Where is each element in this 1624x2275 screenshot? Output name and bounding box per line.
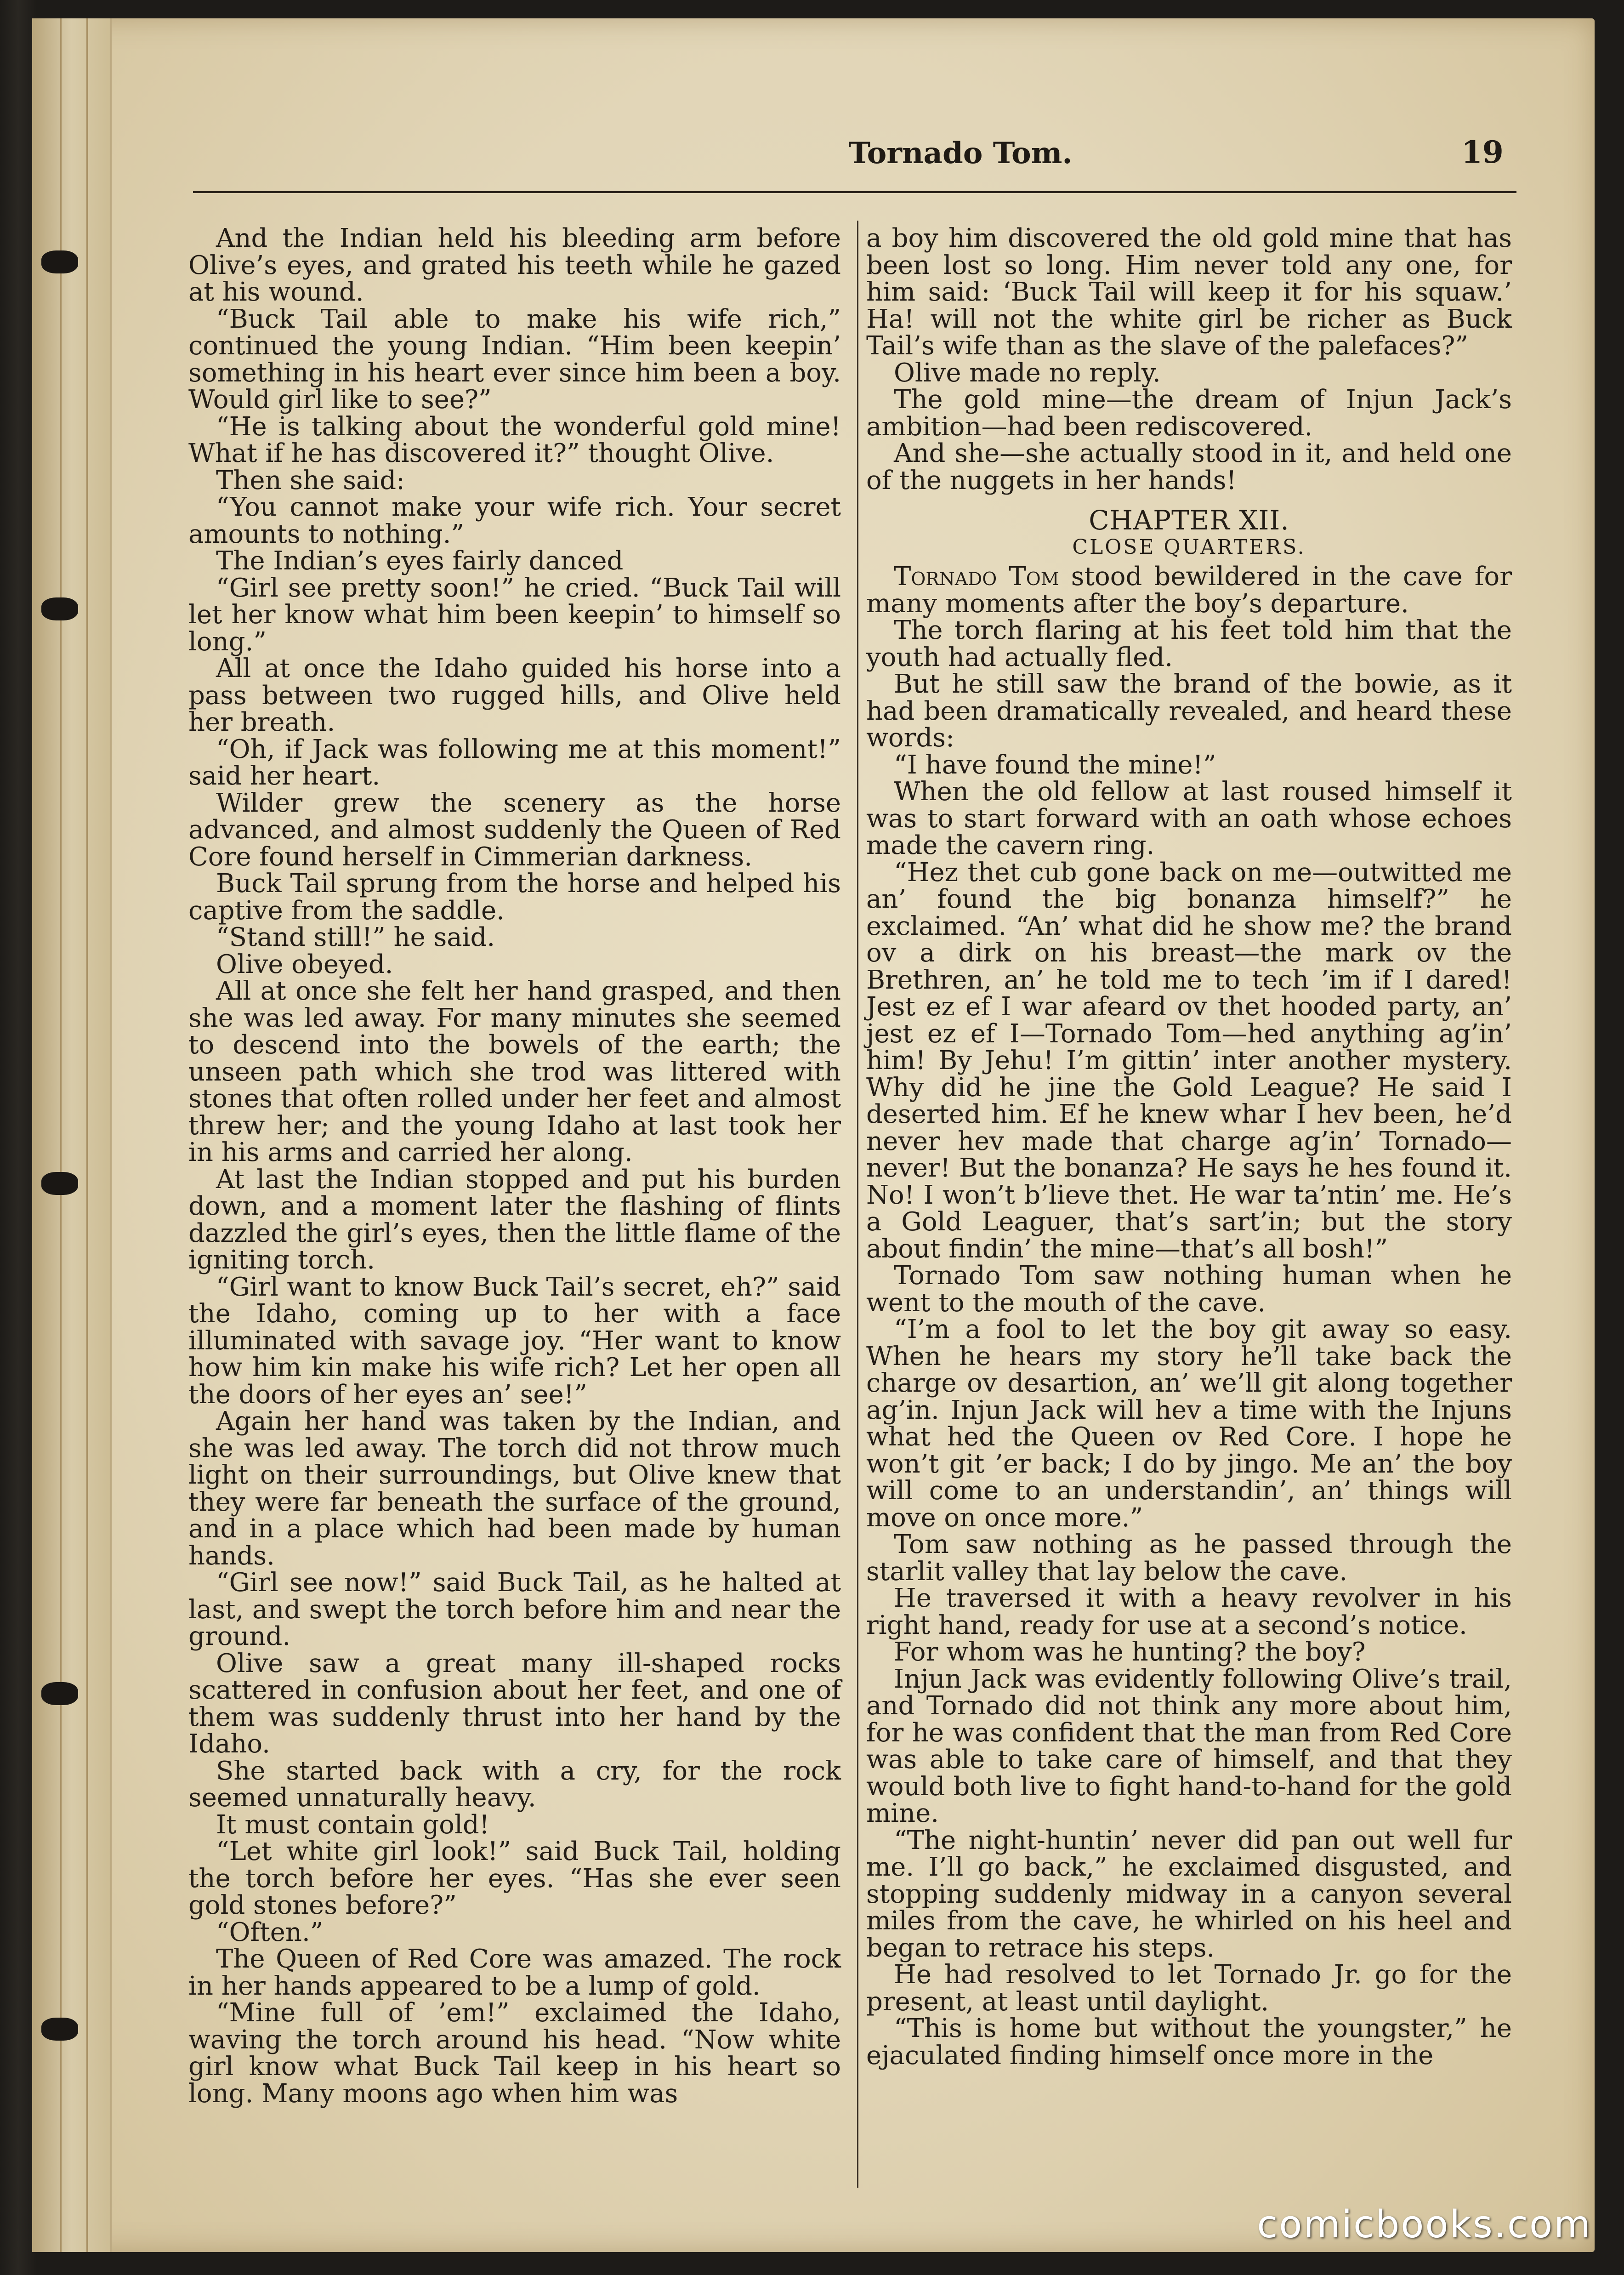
paragraph: The Queen of Red Core was amazed. The rock in her hands appeared to be a lump of gold. — [188, 1944, 841, 2001]
paragraph: “This is home but without the youngster,” he ejaculated finding himself once more in the — [866, 2013, 1512, 2070]
paragraph: The torch flaring at his feet told him that the youth had actually fled. — [866, 615, 1512, 672]
paragraph: “He is talking about the wonderful gold mine! What if he has discovered it?” thought Olive. — [188, 411, 841, 468]
paragraph: And the Indian held his bleeding arm before Olive’s eyes, and grated his teeth while he gazed at his wound. — [188, 223, 841, 307]
left-column — [188, 225, 841, 2107]
paragraph: “Stand still!” he said. — [216, 922, 495, 952]
binding-stitch-hole — [41, 2018, 78, 2041]
paragraph: Tornado Tom saw nothing human when he went to the mouth of the cave. — [866, 1261, 1512, 1318]
right-column — [866, 225, 1512, 2069]
paragraph: He traversed it with a heavy revolver in his right hand, ready for use at a second’s notice. — [866, 1583, 1512, 1640]
paragraph: Olive obeyed. — [216, 949, 393, 979]
paragraph: “Girl see pretty soon!” he cried. “Buck Tail will let her know what him been keepin’ to himself so long.” — [188, 573, 841, 657]
paragraph: Buck Tail sprung from the horse and helped his captive from the saddle. — [188, 869, 841, 926]
paragraph: “Let white girl look!” said Buck Tail, holding the torch before her eyes. “Has she ever seen gold stones before?” — [188, 1837, 841, 1920]
paragraph: Then she said: — [216, 465, 405, 495]
paragraph: “Girl want to know Buck Tail’s secret, eh?” said the Idaho, coming up to her with a face illuminated with savage joy. “Her want to know how him kin make his wife rich? Let her open all the doors of her eyes an’ see!” — [188, 1272, 841, 1410]
binding-stitch-hole — [41, 250, 78, 273]
binding-stitch-hole — [41, 597, 78, 620]
paragraph: The gold mine—the dream of Injun Jack’s ambition—had been rediscovered. — [866, 385, 1512, 442]
chapter-subtitle: CLOSE QUARTERS. — [1072, 535, 1306, 559]
chapter-opening-paragraph — [866, 563, 1512, 617]
paragraph: “Mine full of ’em!” exclaimed the Idaho, waving the torch around his head. “Now white girl know what Buck Tail keep in his heart so long. Many moons ago when him was — [188, 1998, 841, 2109]
paragraph: “I’m a fool to let the boy git away so easy. When he hears my story he’ll take back the charge ov desartion, an’ we’ll git along together ag’in. Injun Jack will hev a time with the Injuns what hed the Queen ov Red Core. I hope he won’t git ’er back; I do by jingo. Me an’ the boy will come to an understandin’, an’ things will move on once more.” — [866, 1314, 1512, 1533]
binding-stitch-hole — [41, 1172, 78, 1195]
paragraph: Injun Jack was evidently following Olive’s trail, and Tornado did not think any more about him, for he was confident that the man from Red Core was able to take care of himself, and that they would both live to fight hand-to-hand for the gold mine. — [866, 1664, 1512, 1828]
paragraph: All at once she felt her hand grasped, and then she was led away. For many minutes she seemed to descend into the bowels of the earth; the unseen path which she trod was littered with stones that often rolled under her feet and almost threw her; and the young Idaho at last took her in his arms and carried her along. — [188, 976, 841, 1167]
paragraph: “The night-huntin’ never did pan out well fur me. I’ll go back,” he exclaimed disgusted, and stopping suddenly midway in a canyon several miles from the cave, he whirled on his heel and began to retrace his steps. — [866, 1825, 1512, 1963]
running-title: Tornado Tom. — [848, 136, 1073, 171]
paragraph: Again her hand was taken by the Indian, and she was led away. The torch did not throw much light on their surroundings, but Olive knew that they were far beneath the surface of the ground, and in a place which had been made by human hands. — [188, 1406, 841, 1571]
paragraph: Olive saw a great many ill-shaped rocks scattered in confusion about her feet, and one of them was suddenly thrust into her hand by the Idaho. — [188, 1648, 841, 1759]
paragraph: “Often.” — [216, 1917, 324, 1947]
header-rule — [193, 191, 1516, 193]
paragraph: But he still saw the brand of the bowie, as it had been dramatically revealed, and heard these words: — [866, 669, 1512, 753]
paragraph: “You cannot make your wife rich. Your secret amounts to nothing.” — [188, 492, 841, 549]
binding-stitch-hole — [41, 1682, 78, 1705]
paragraph: At last the Indian stopped and put his burden down, and a moment later the flashing of flints dazzled the girl’s eyes, then the little flame of the igniting torch. — [188, 1164, 841, 1275]
paragraph: “Hez thet cub gone back on me—outwitted me an’ found the big bonanza himself?” he exclaimed. “An’ what did he show me? the brand ov a dirk on his breast—the mark ov the Brethren, an’ he told me to tech ’im if I dared! Jest ez ef I war afeard ov thet hooded party, an’ jest ez ef I—Tornado Tom—hed anything ag’in’ him! By Jehu! I’m gittin’ inter another mystery. Why did he jine the Gold League? He said I deserted him. Ef he knew whar I hev been, he’d never hev made that charge ag’in’ Tornado—never! But the bonanza? He says he hes found it. No! I won’t b’lieve thet. He war ta’ntin’ me. He’s a Gold Leaguer, that’s sart’in; but the story about findin’ the mine—that’s all bosh!” — [866, 857, 1512, 1264]
paragraph: Wilder grew the scenery as the horse advanced, and almost suddenly the Queen of Red Core found herself in Cimmerian darkness. — [188, 788, 841, 872]
chapter-title: CHAPTER XII. — [1089, 505, 1289, 536]
paragraph: Olive made no reply. — [894, 358, 1161, 388]
paragraph: All at once the Idaho guided his horse into a pass between two rugged hills, and Olive held her breath. — [188, 654, 841, 737]
paragraph: a boy him discovered the old gold mine that has been lost so long. Him never told any one, for him said: ‘Buck Tail will keep it for his squaw.’ Ha! will not the white girl be richer as Buck Tail’s wife than as the slave of the palefaces?” — [866, 223, 1512, 361]
opening-rest: stood bewildered in the cave for many moments after the boy’s departure. — [866, 562, 1512, 619]
watermark-text: comicbooks.com — [1257, 2203, 1592, 2247]
paragraph: When the old fellow at last roused himself it was to start forward with an oath whose echoes made the cavern ring. — [866, 777, 1512, 860]
page-spine — [32, 18, 112, 2252]
paragraph: “Oh, if Jack was following me at this moment!” said her heart. — [188, 734, 841, 791]
paragraph: “Buck Tail able to make his wife rich,” continued the young Indian. “Him been keepin’ something in his heart ever since him been a boy. Would girl like to see?” — [188, 304, 841, 415]
paragraph: She started back with a cry, for the rock seemed unnaturally heavy. — [188, 1756, 841, 1813]
opening-lead-words: Tornado Tom — [894, 562, 1059, 592]
spine-fold-line — [60, 18, 62, 2252]
paragraph: Tom saw nothing as he passed through the starlit valley that lay below the cave. — [866, 1530, 1512, 1587]
paragraph: “I have found the mine!” — [894, 750, 1216, 780]
paragraph: “Girl see now!” said Buck Tail, as he halted at last, and swept the torch before him and near the ground. — [188, 1568, 841, 1651]
page-number: 19 — [1461, 134, 1504, 170]
paragraph: The Indian’s eyes fairly danced — [216, 546, 624, 576]
paragraph: He had resolved to let Tornado Jr. go for the present, at least until daylight. — [866, 1960, 1512, 2017]
column-divider — [857, 221, 858, 2188]
paragraph: For whom was he hunting? the boy? — [894, 1637, 1366, 1667]
paragraph: It must contain gold! — [216, 1809, 490, 1840]
spine-fold-line — [86, 18, 88, 2252]
paragraph: And she—she actually stood in it, and held one of the nuggets in her hands! — [866, 438, 1512, 495]
